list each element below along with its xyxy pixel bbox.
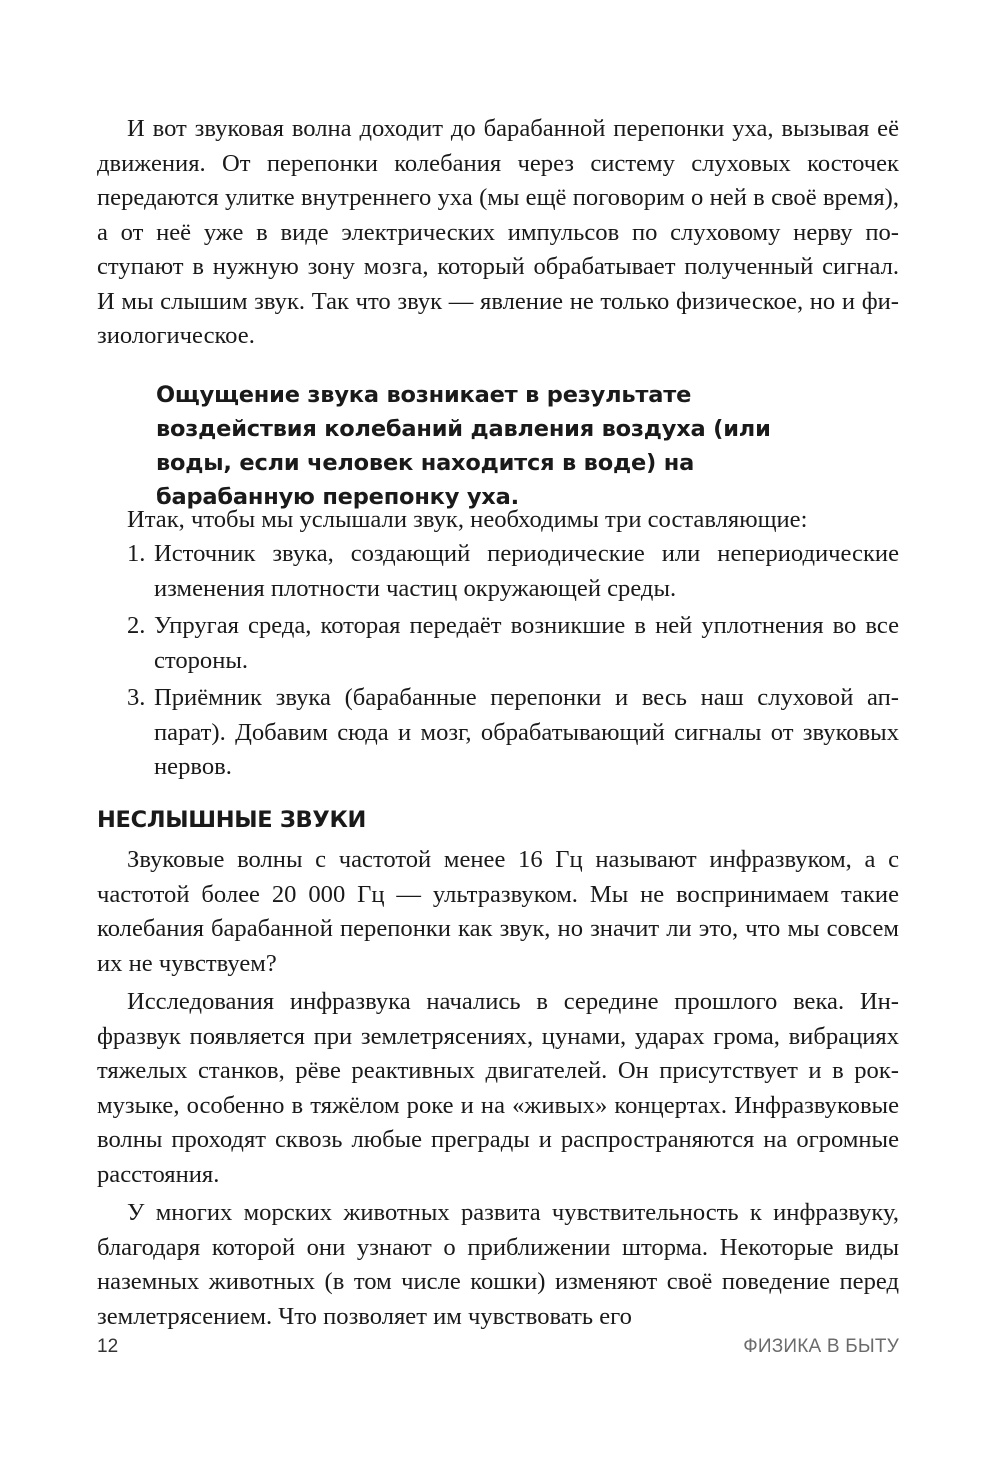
section-paragraph: Звуковые волны с частотой менее 16 Гц называют инфразвуком, а с частотой более 20 000 Гц — ультразвуком. Мы не воспринимаем такие колебания барабанной перепонки как звук, но значит ли это, что мы совсем их не чувствуем? bbox=[97, 846, 899, 977]
list-item-number: 2. bbox=[127, 612, 146, 639]
running-title: ФИЗИКА В БЫТУ bbox=[743, 1336, 899, 1357]
intro-paragraph: И вот звуковая волна доходит до барабанной перепонки уха, вызывая её движения. От перепонки колебания через систему слуховых косточек передаются улитке внутреннего уха (мы ещё поговорим о ней в своё время), а от неё уже в виде электрических импульсов по слуховому нерву поступают в нужную зону мозга, который обрабатывает полученный сигнал. И мы слышим звук. Так что звук — явление не только физическое, но и физиологическое. bbox=[97, 115, 899, 349]
section-heading: НЕСЛЫШНЫЕ ЗВУКИ bbox=[97, 807, 367, 833]
list-item bbox=[127, 609, 899, 678]
intro-block bbox=[97, 112, 899, 354]
list-item-number: 1. bbox=[127, 540, 146, 567]
list-item bbox=[127, 537, 899, 606]
section-paragraph: У многих морских животных развита чувствительность к инфразвуку, благодаря которой они узнают о приближении шторма. Некоторые виды наземных животных (в том числе кошки) изменяют своё поведение перед землетрясением. Что позволяет им чувствовать его bbox=[97, 1199, 899, 1330]
callout-highlight: Ощущение звука возникает в результате воздействия колебаний давления воздуха (или воды, если человек находится в воде) на барабанную перепонку уха. bbox=[156, 382, 771, 510]
list-intro: Итак, чтобы мы услышали звук, необходимы три составляющие: bbox=[127, 506, 808, 533]
section-body bbox=[97, 843, 899, 1334]
list-item-text: Упругая среда, которая передаёт возникшие в ней уплотнения во все стороны. bbox=[154, 612, 899, 674]
list-item bbox=[127, 681, 899, 785]
list-item-number: 3. bbox=[127, 684, 146, 711]
list-intro-block bbox=[97, 503, 899, 538]
requirements-list bbox=[127, 537, 899, 788]
page-number: 12 bbox=[97, 1336, 119, 1357]
section-paragraph: Исследования инфразвука начались в середине прошлого века. Инфразвук появляется при землетрясениях, цунами, ударах грома, вибрациях тяжелых станков, рёве реактивных двигателей. Он присутствует и в рок-музыке, особенно в тяжёлом роке и на «живых» концертах. Инфразвуковые волны проходят сквозь любые преграды и распространяются на огромные расстояния. bbox=[97, 988, 899, 1188]
list-item-text: Источник звука, создающий периодические или непериодические изменения плотности частиц окружающей среды. bbox=[154, 540, 899, 602]
list-item-text: Приёмник звука (барабанные перепонки и весь наш слуховой аппарат). Добавим сюда и мозг, обрабатывающий сигналы от звуковых нервов. bbox=[154, 684, 899, 780]
